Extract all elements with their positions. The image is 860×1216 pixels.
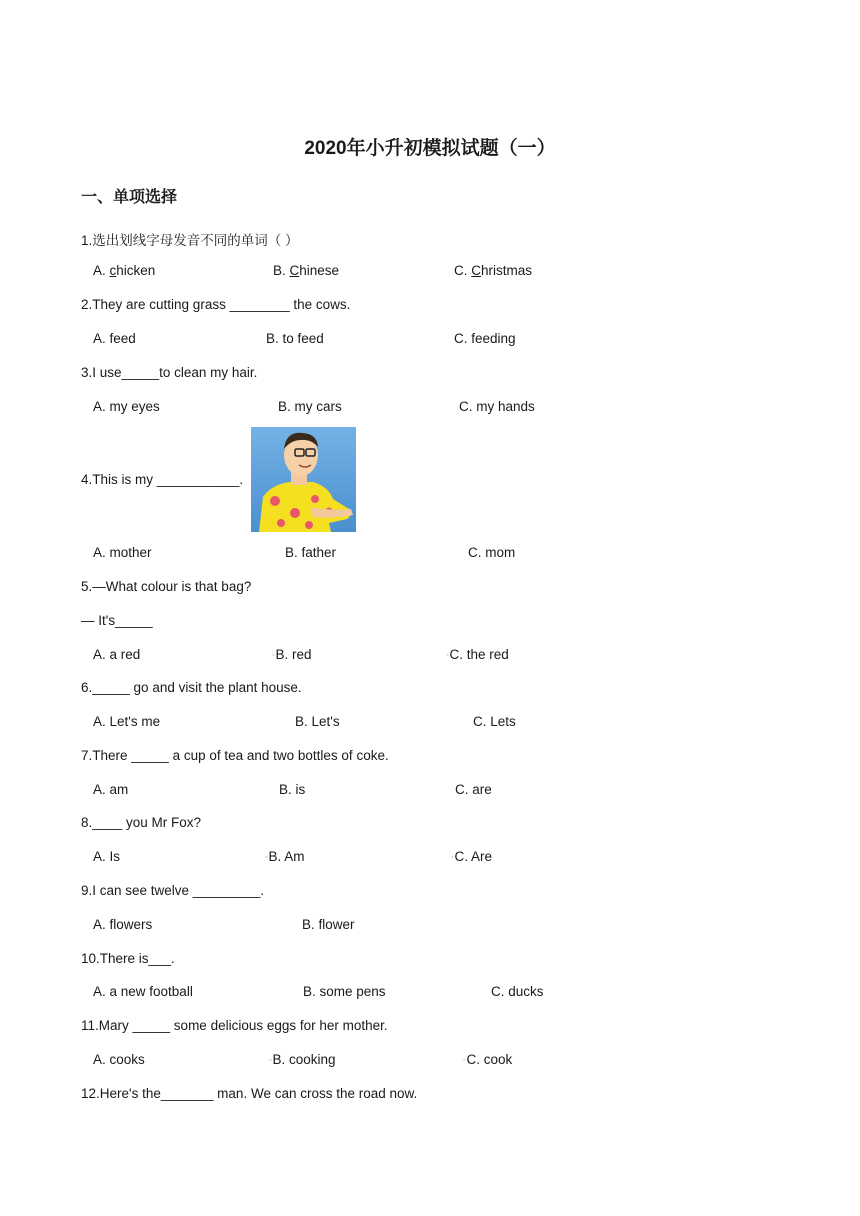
option-8b: ◦B. Am xyxy=(265,849,305,864)
page-title: 2020年小升初模拟试题（一） xyxy=(304,138,556,159)
option-1b: B. Chinese xyxy=(273,263,340,278)
bullet-icon: ◦ xyxy=(272,651,275,659)
question-6: 6._____ go and visit the plant house. xyxy=(81,680,302,695)
bullet-icon: ◦ xyxy=(451,853,454,861)
option-7c: C. are xyxy=(455,782,492,797)
question-3: 3.I use_____to clean my hair. xyxy=(81,365,258,380)
question-5: 5.—What colour is that bag? xyxy=(81,579,252,594)
question-2: 2.They are cutting grass ________ the cows. xyxy=(81,297,351,312)
option-1a: A. chicken xyxy=(93,263,156,278)
bullet-icon: ◦ xyxy=(265,853,268,861)
option-10c: C. ducks xyxy=(491,984,544,999)
option-5a: A. a red xyxy=(93,647,141,662)
bullet-icon: ◦ xyxy=(446,651,449,659)
option-3c: C. my hands xyxy=(459,399,535,414)
option-5c: ◦C. the red xyxy=(446,647,509,662)
option-8c: ◦C. Are xyxy=(451,849,492,864)
question-10: 10.There is___. xyxy=(81,951,175,966)
option-9a: A. flowers xyxy=(93,917,153,932)
option-2a: A. feed xyxy=(93,331,136,346)
option-6c: C. Lets xyxy=(473,714,516,729)
option-7a: A. am xyxy=(93,782,129,797)
option-6a: A. Let's me xyxy=(93,714,161,729)
option-11b: ◦B. cooking xyxy=(269,1052,336,1067)
question-5-reply: — It's_____ xyxy=(81,613,153,628)
section-heading: 一、单项选择 xyxy=(81,189,178,206)
question-8: 8.____ you Mr Fox? xyxy=(81,815,202,830)
option-11c: ◦C. cook xyxy=(463,1052,513,1067)
question-1: 1.选出划线字母发音不同的单词（ ） xyxy=(81,233,299,248)
bullet-icon: ◦ xyxy=(269,1056,272,1064)
option-6b: B. Let's xyxy=(295,714,340,729)
option-1c: C. Christmas xyxy=(454,263,533,278)
option-4b: B. father xyxy=(285,545,337,560)
question-11: 11.Mary _____ some delicious eggs for her mother. xyxy=(81,1018,388,1033)
question-7: 7.There _____ a cup of tea and two bottles of coke. xyxy=(81,748,389,763)
question-9: 9.I can see twelve _________. xyxy=(81,883,265,898)
father-cartoon-image xyxy=(251,427,356,532)
option-5b: ◦B. red xyxy=(272,647,312,662)
question-12: 12.Here's the_______ man. We can cross the road now. xyxy=(81,1086,418,1101)
option-3a: A. my eyes xyxy=(93,399,160,414)
option-3b: B. my cars xyxy=(278,399,342,414)
option-7b: B. is xyxy=(279,782,306,797)
option-2c: C. feeding xyxy=(454,331,516,346)
option-4a: A. mother xyxy=(93,545,152,560)
option-10b: B. some pens xyxy=(303,984,386,999)
bullet-icon: ◦ xyxy=(463,1056,466,1064)
option-11a: A. cooks xyxy=(93,1052,145,1067)
option-9b: B. flower xyxy=(302,917,355,932)
question-4: 4.This is my ___________. xyxy=(81,472,244,487)
option-2b: B. to feed xyxy=(266,331,324,346)
option-4c: C. mom xyxy=(468,545,516,560)
option-10a: A. a new football xyxy=(93,984,193,999)
option-8a: A. Is xyxy=(93,849,121,864)
